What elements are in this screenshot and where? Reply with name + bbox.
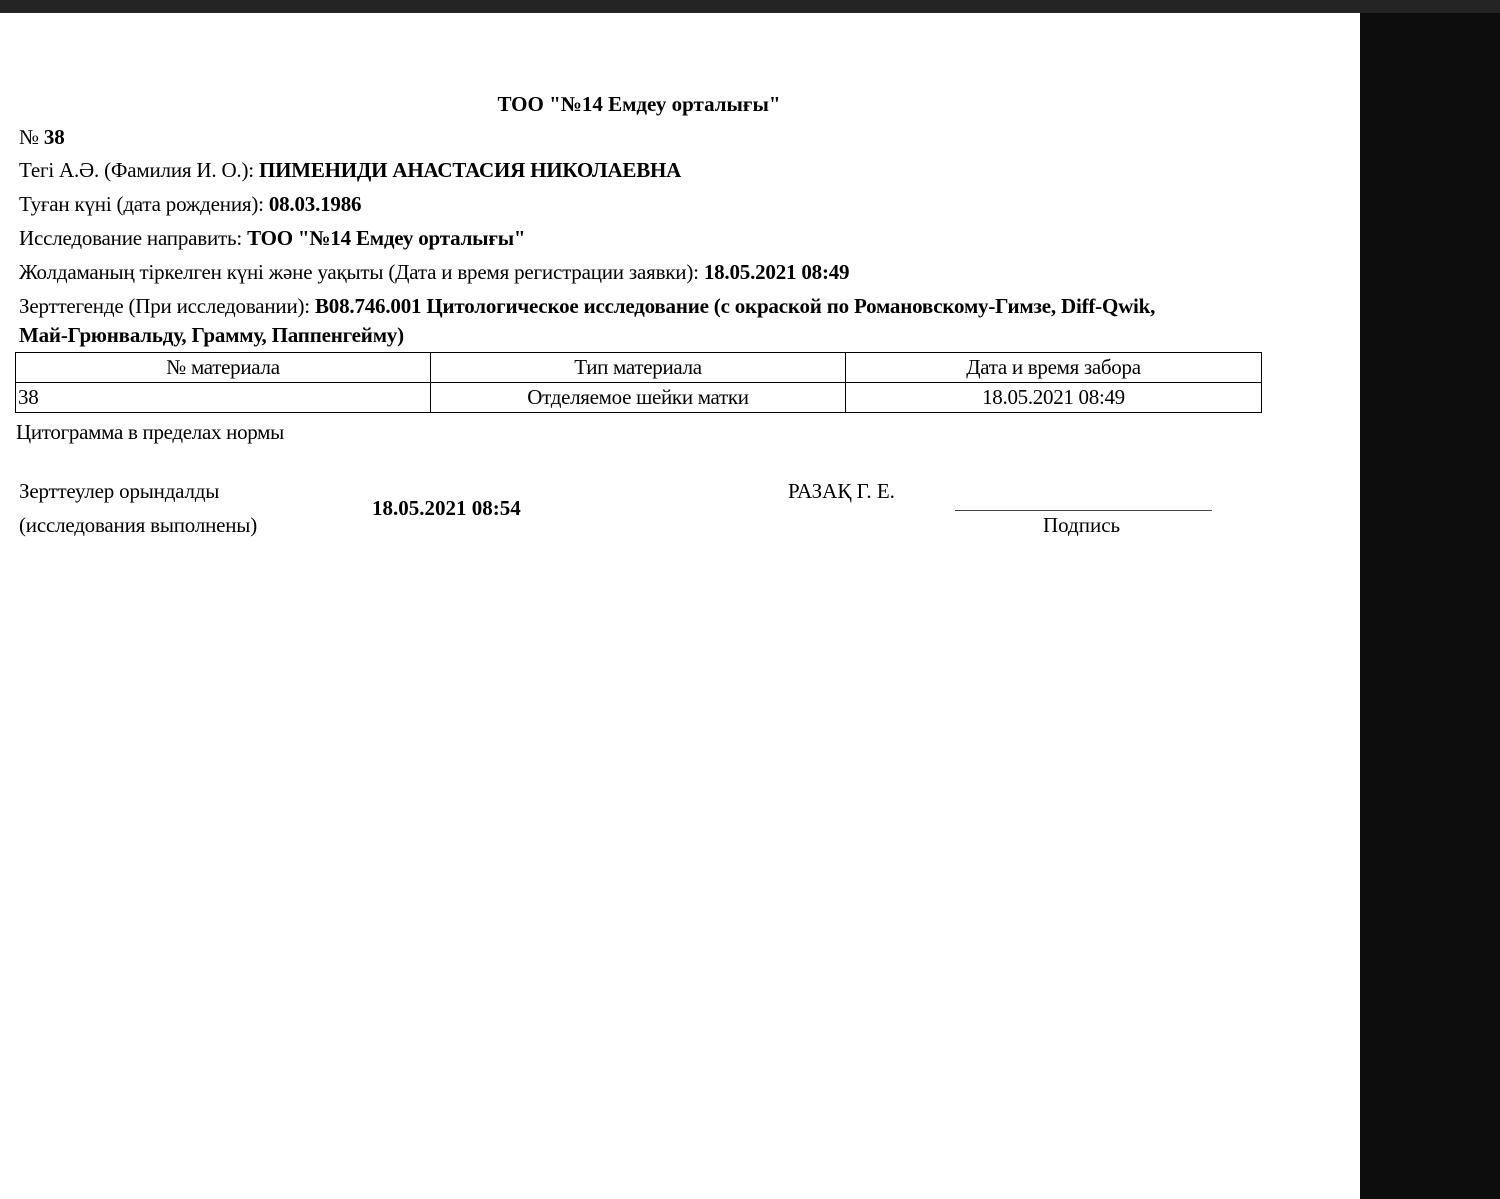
header-collection-datetime: Дата и время забора (846, 353, 1262, 383)
cell-material-type: Отделяемое шейки матки (431, 383, 846, 413)
birth-date-label: Туған күні (дата рождения): (19, 192, 264, 216)
document-number (19, 125, 65, 150)
registration-line (19, 260, 849, 285)
patient-name-value: ПИМЕНИДИ АНАСТАСИЯ НИКОЛАЕВНА (258, 158, 682, 182)
birth-date-value: 08.03.1986 (268, 192, 362, 216)
materials-table (15, 352, 1262, 413)
birth-date-line (19, 192, 361, 217)
doctor-name: РАЗАҚ Г. Е. (788, 479, 895, 503)
viewer-top-bar (0, 0, 1500, 13)
document-number-label: № (19, 125, 39, 149)
signature-label: Подпись (1043, 513, 1121, 537)
patient-name-label: Тегі А.Ә. (Фамилия И. О.): (19, 158, 254, 182)
completed-label-kz: Зерттеулер орындалды (19, 479, 220, 503)
patient-name-line (19, 158, 681, 183)
conclusion-text: Цитограмма в пределах нормы (16, 420, 284, 444)
study-line-continued (19, 323, 404, 348)
study-label: Зерттегенде (При исследовании): (19, 294, 310, 318)
document-page (0, 13, 1360, 1199)
completed-datetime: 18.05.2021 08:54 (372, 496, 521, 520)
study-line (19, 294, 1155, 319)
cell-material-number: 38 (16, 383, 431, 413)
referral-line (19, 226, 525, 251)
header-material-type: Тип материала (431, 353, 846, 383)
organization-title: ТОО "№14 Емдеу орталығы" (497, 92, 781, 116)
document-number-value: 38 (43, 125, 65, 149)
study-value-line1: B08.746.001 Цитологическое исследование (с окраской по Романовскому-Гимзе, Diff-Qwik, (315, 294, 1156, 318)
table-row (16, 383, 1262, 413)
registration-value: 18.05.2021 08:49 (703, 260, 850, 284)
referral-value: ТОО "№14 Емдеу орталығы" (247, 226, 526, 250)
viewer-side-area (1360, 13, 1500, 1199)
signature-line (955, 510, 1212, 511)
completed-label-ru: (исследования выполнены) (19, 513, 257, 537)
cell-collection-datetime: 18.05.2021 08:49 (846, 383, 1262, 413)
study-value-line2: Май-Грюнвальду, Грамму, Паппенгейму) (19, 323, 404, 347)
registration-label: Жолдаманың тіркелген күні және уақыты (Дата и время регистрации заявки): (19, 260, 699, 284)
header-material-number: № материала (16, 353, 431, 383)
referral-label: Исследование направить: (19, 226, 243, 250)
table-header-row (16, 353, 1262, 383)
